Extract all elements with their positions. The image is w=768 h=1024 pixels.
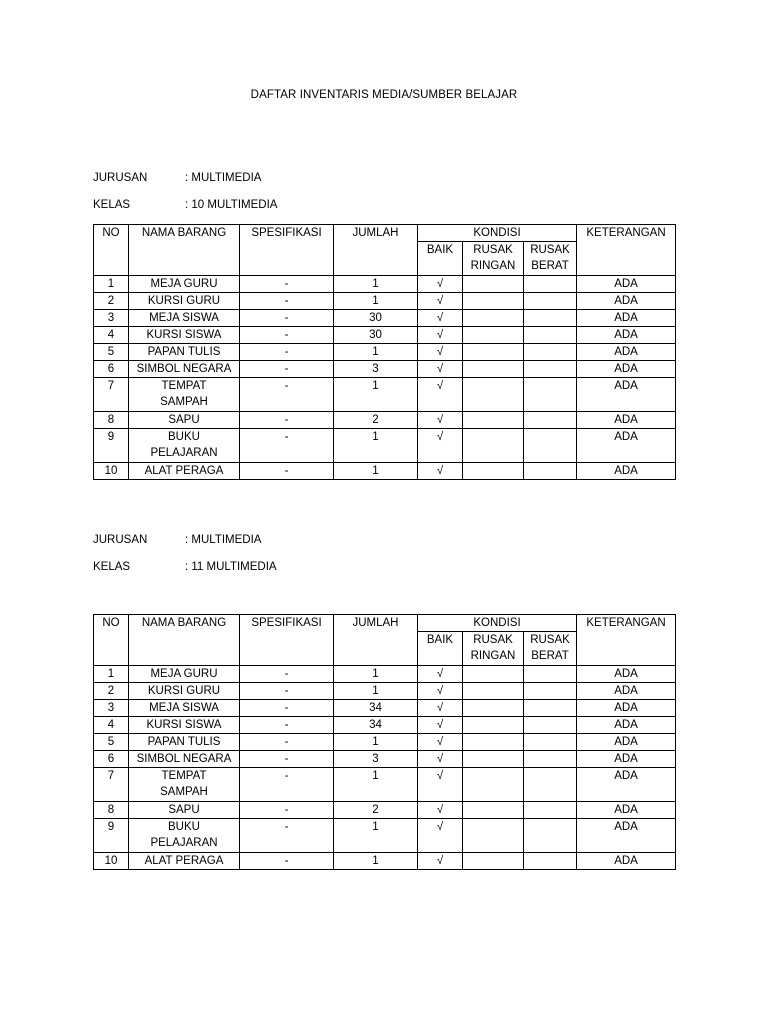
nama-barang-line: SAPU (168, 414, 200, 426)
cell-spesifikasi: - (240, 768, 334, 802)
cell-keterangan: ADA (577, 717, 676, 734)
table-row (94, 802, 676, 819)
header-rusak-berat-line: BERAT (531, 650, 569, 662)
cell-baik: √ (418, 734, 463, 751)
table-row (94, 853, 676, 870)
cell-no: 9 (94, 819, 129, 853)
cell-rusak-ringan (463, 361, 524, 378)
cell-spesifikasi: - (240, 853, 334, 870)
cell-keterangan: ADA (577, 327, 676, 344)
table-row (94, 310, 676, 327)
header-no: NO (94, 225, 129, 276)
cell-spesifikasi: - (240, 666, 334, 683)
jurusan-label: JURUSAN (93, 172, 148, 184)
cell-no: 5 (94, 734, 129, 751)
cell-no: 6 (94, 361, 129, 378)
cell-rusak-berat (524, 853, 577, 870)
nama-barang-line: PELAJARAN (150, 447, 218, 459)
cell-nama-barang (129, 429, 240, 463)
cell-nama-barang (129, 700, 240, 717)
cell-spesifikasi: - (240, 751, 334, 768)
cell-rusak-ringan (463, 378, 524, 412)
cell-jumlah: 1 (334, 293, 418, 310)
table-row (94, 327, 676, 344)
cell-nama-barang (129, 412, 240, 429)
table-row (94, 683, 676, 700)
cell-rusak-ringan (463, 802, 524, 819)
cell-spesifikasi: - (240, 734, 334, 751)
cell-rusak-berat (524, 310, 577, 327)
cell-keterangan: ADA (577, 683, 676, 700)
cell-nama-barang (129, 666, 240, 683)
cell-no: 2 (94, 683, 129, 700)
cell-rusak-ringan (463, 293, 524, 310)
cell-jumlah: 1 (334, 683, 418, 700)
cell-jumlah: 1 (334, 853, 418, 870)
cell-rusak-berat (524, 293, 577, 310)
cell-rusak-ringan (463, 717, 524, 734)
cell-jumlah: 1 (334, 276, 418, 293)
nama-barang-line: SAPU (168, 804, 200, 816)
cell-baik: √ (418, 361, 463, 378)
table-row (94, 429, 676, 463)
header-kondisi: KONDISI (418, 615, 577, 632)
jurusan-value: : MULTIMEDIA (185, 534, 262, 546)
nama-barang-line: ALAT PERAGA (144, 855, 224, 867)
cell-spesifikasi: - (240, 429, 334, 463)
cell-baik: √ (418, 378, 463, 412)
cell-jumlah: 3 (334, 751, 418, 768)
cell-rusak-berat (524, 700, 577, 717)
cell-no: 8 (94, 412, 129, 429)
cell-keterangan: ADA (577, 378, 676, 412)
table-row (94, 666, 676, 683)
cell-rusak-ringan (463, 310, 524, 327)
cell-jumlah: 2 (334, 802, 418, 819)
table-row (94, 751, 676, 768)
cell-nama-barang (129, 853, 240, 870)
cell-jumlah: 30 (334, 327, 418, 344)
header-nama-barang: NAMA BARANG (129, 225, 240, 276)
cell-jumlah: 34 (334, 717, 418, 734)
cell-baik: √ (418, 429, 463, 463)
cell-nama-barang (129, 344, 240, 361)
cell-rusak-berat (524, 344, 577, 361)
cell-rusak-berat (524, 768, 577, 802)
header-rusak-berat-line: BERAT (531, 260, 569, 272)
table-row (94, 463, 676, 480)
cell-baik: √ (418, 310, 463, 327)
nama-barang-line: TEMPAT (161, 380, 207, 392)
cell-no: 1 (94, 666, 129, 683)
cell-rusak-ringan (463, 344, 524, 361)
inventory-table-1 (93, 224, 676, 480)
nama-barang-line: MEJA SISWA (149, 702, 219, 714)
table-row (94, 700, 676, 717)
cell-jumlah: 1 (334, 378, 418, 412)
cell-keterangan: ADA (577, 361, 676, 378)
cell-rusak-ringan (463, 819, 524, 853)
cell-rusak-berat (524, 819, 577, 853)
cell-spesifikasi: - (240, 293, 334, 310)
table-row (94, 276, 676, 293)
inventory-table-2 (93, 614, 676, 870)
cell-baik: √ (418, 683, 463, 700)
cell-nama-barang (129, 378, 240, 412)
header-baik: BAIK (418, 242, 463, 276)
cell-spesifikasi: - (240, 361, 334, 378)
header-baik: BAIK (418, 632, 463, 666)
cell-rusak-ringan (463, 276, 524, 293)
cell-no: 3 (94, 700, 129, 717)
cell-jumlah: 30 (334, 310, 418, 327)
nama-barang-line: SIMBOL NEGARA (136, 363, 232, 375)
cell-nama-barang (129, 819, 240, 853)
table-row (94, 378, 676, 412)
table-row (94, 361, 676, 378)
header-rusak-berat-line: RUSAK (530, 244, 570, 256)
jurusan-value: : MULTIMEDIA (185, 172, 262, 184)
nama-barang-line: ALAT PERAGA (144, 465, 224, 477)
cell-keterangan: ADA (577, 412, 676, 429)
cell-keterangan: ADA (577, 463, 676, 480)
cell-jumlah: 1 (334, 819, 418, 853)
nama-barang-line: TEMPAT (161, 770, 207, 782)
cell-no: 4 (94, 327, 129, 344)
cell-no: 2 (94, 293, 129, 310)
cell-spesifikasi: - (240, 717, 334, 734)
nama-barang-line: MEJA SISWA (149, 312, 219, 324)
header-rusak-ringan-line: RINGAN (470, 260, 516, 272)
cell-jumlah: 1 (334, 463, 418, 480)
nama-barang-line: BUKU (168, 821, 200, 833)
cell-no: 3 (94, 310, 129, 327)
cell-keterangan: ADA (577, 344, 676, 361)
cell-baik: √ (418, 802, 463, 819)
cell-nama-barang (129, 683, 240, 700)
cell-baik: √ (418, 666, 463, 683)
cell-nama-barang (129, 276, 240, 293)
cell-spesifikasi: - (240, 327, 334, 344)
header-keterangan: KETERANGAN (577, 615, 676, 666)
cell-keterangan: ADA (577, 276, 676, 293)
header-jumlah: JUMLAH (334, 615, 418, 666)
cell-baik: √ (418, 293, 463, 310)
cell-jumlah: 1 (334, 429, 418, 463)
cell-baik: √ (418, 853, 463, 870)
cell-rusak-ringan (463, 429, 524, 463)
nama-barang-line: SAMPAH (160, 786, 208, 798)
table-body (94, 276, 676, 480)
cell-no: 5 (94, 344, 129, 361)
cell-rusak-ringan (463, 700, 524, 717)
cell-nama-barang (129, 768, 240, 802)
cell-rusak-berat (524, 717, 577, 734)
header-rusak-ringan-line: RINGAN (470, 650, 516, 662)
cell-keterangan: ADA (577, 734, 676, 751)
header-spesifikasi: SPESIFIKASI (240, 615, 334, 666)
cell-rusak-berat (524, 666, 577, 683)
nama-barang-line: BUKU (168, 431, 200, 443)
cell-rusak-berat (524, 463, 577, 480)
cell-baik: √ (418, 463, 463, 480)
cell-rusak-berat (524, 751, 577, 768)
cell-baik: √ (418, 700, 463, 717)
cell-keterangan: ADA (577, 310, 676, 327)
cell-no: 9 (94, 429, 129, 463)
cell-no: 10 (94, 853, 129, 870)
cell-nama-barang (129, 361, 240, 378)
kelas-value: : 10 MULTIMEDIA (185, 199, 278, 211)
cell-baik: √ (418, 717, 463, 734)
nama-barang-line: KURSI GURU (147, 295, 221, 307)
header-rusak-berat-line: RUSAK (530, 634, 570, 646)
cell-jumlah: 2 (334, 412, 418, 429)
cell-keterangan: ADA (577, 853, 676, 870)
cell-rusak-ringan (463, 327, 524, 344)
header-no: NO (94, 615, 129, 666)
table-row (94, 734, 676, 751)
cell-no: 7 (94, 768, 129, 802)
cell-no: 6 (94, 751, 129, 768)
header-nama-barang: NAMA BARANG (129, 615, 240, 666)
cell-no: 1 (94, 276, 129, 293)
cell-no: 4 (94, 717, 129, 734)
nama-barang-line: KURSI SISWA (146, 329, 222, 341)
kelas-label: KELAS (93, 561, 131, 573)
cell-keterangan: ADA (577, 666, 676, 683)
cell-rusak-berat (524, 734, 577, 751)
header-rusak-ringan (463, 242, 524, 276)
cell-no: 7 (94, 378, 129, 412)
header-rusak-berat (524, 242, 577, 276)
table-body (94, 666, 676, 870)
header-rusak-berat (524, 632, 577, 666)
cell-nama-barang (129, 717, 240, 734)
cell-baik: √ (418, 327, 463, 344)
cell-spesifikasi: - (240, 819, 334, 853)
cell-keterangan: ADA (577, 429, 676, 463)
cell-rusak-berat (524, 378, 577, 412)
cell-jumlah: 1 (334, 666, 418, 683)
cell-nama-barang (129, 293, 240, 310)
cell-rusak-berat (524, 327, 577, 344)
nama-barang-line: PAPAN TULIS (147, 736, 221, 748)
cell-rusak-ringan (463, 666, 524, 683)
cell-jumlah: 1 (334, 768, 418, 802)
cell-baik: √ (418, 412, 463, 429)
header-rusak-ringan-line: RUSAK (473, 244, 513, 256)
cell-keterangan: ADA (577, 293, 676, 310)
nama-barang-line: PELAJARAN (150, 837, 218, 849)
cell-spesifikasi: - (240, 802, 334, 819)
header-spesifikasi: SPESIFIKASI (240, 225, 334, 276)
cell-baik: √ (418, 768, 463, 802)
header-jumlah: JUMLAH (334, 225, 418, 276)
cell-no: 10 (94, 463, 129, 480)
cell-nama-barang (129, 734, 240, 751)
cell-rusak-berat (524, 276, 577, 293)
table-row (94, 293, 676, 310)
cell-rusak-berat (524, 429, 577, 463)
cell-keterangan: ADA (577, 768, 676, 802)
cell-spesifikasi: - (240, 344, 334, 361)
cell-keterangan: ADA (577, 751, 676, 768)
cell-keterangan: ADA (577, 819, 676, 853)
nama-barang-line: KURSI GURU (147, 685, 221, 697)
cell-keterangan: ADA (577, 802, 676, 819)
cell-nama-barang (129, 751, 240, 768)
cell-rusak-ringan (463, 734, 524, 751)
cell-rusak-berat (524, 361, 577, 378)
table-row (94, 344, 676, 361)
cell-nama-barang (129, 310, 240, 327)
cell-rusak-ringan (463, 412, 524, 429)
cell-rusak-berat (524, 802, 577, 819)
cell-spesifikasi: - (240, 412, 334, 429)
nama-barang-line: MEJA GURU (150, 668, 218, 680)
nama-barang-line: SAMPAH (160, 396, 208, 408)
cell-spesifikasi: - (240, 700, 334, 717)
cell-keterangan: ADA (577, 700, 676, 717)
cell-jumlah: 1 (334, 344, 418, 361)
cell-rusak-ringan (463, 683, 524, 700)
kelas-label: KELAS (93, 199, 131, 211)
cell-rusak-berat (524, 412, 577, 429)
cell-rusak-ringan (463, 853, 524, 870)
cell-baik: √ (418, 276, 463, 293)
cell-nama-barang (129, 327, 240, 344)
kelas-value: : 11 MULTIMEDIA (185, 561, 277, 573)
cell-jumlah: 1 (334, 734, 418, 751)
table-row (94, 768, 676, 802)
table-row (94, 717, 676, 734)
jurusan-label: JURUSAN (93, 534, 148, 546)
table-row (94, 412, 676, 429)
cell-jumlah: 34 (334, 700, 418, 717)
cell-baik: √ (418, 819, 463, 853)
cell-baik: √ (418, 751, 463, 768)
cell-rusak-ringan (463, 751, 524, 768)
nama-barang-line: SIMBOL NEGARA (136, 753, 232, 765)
cell-rusak-ringan (463, 768, 524, 802)
cell-nama-barang (129, 463, 240, 480)
cell-rusak-ringan (463, 463, 524, 480)
cell-spesifikasi: - (240, 683, 334, 700)
cell-spesifikasi: - (240, 276, 334, 293)
cell-spesifikasi: - (240, 378, 334, 412)
document-title: DAFTAR INVENTARIS MEDIA/SUMBER BELAJAR (250, 89, 518, 101)
cell-spesifikasi: - (240, 310, 334, 327)
header-rusak-ringan (463, 632, 524, 666)
nama-barang-line: MEJA GURU (150, 278, 218, 290)
header-keterangan: KETERANGAN (577, 225, 676, 276)
cell-nama-barang (129, 802, 240, 819)
cell-jumlah: 3 (334, 361, 418, 378)
table-row (94, 819, 676, 853)
nama-barang-line: PAPAN TULIS (147, 346, 221, 358)
cell-spesifikasi: - (240, 463, 334, 480)
cell-no: 8 (94, 802, 129, 819)
header-kondisi: KONDISI (418, 225, 577, 242)
cell-rusak-berat (524, 683, 577, 700)
cell-baik: √ (418, 344, 463, 361)
nama-barang-line: KURSI SISWA (146, 719, 222, 731)
header-rusak-ringan-line: RUSAK (473, 634, 513, 646)
